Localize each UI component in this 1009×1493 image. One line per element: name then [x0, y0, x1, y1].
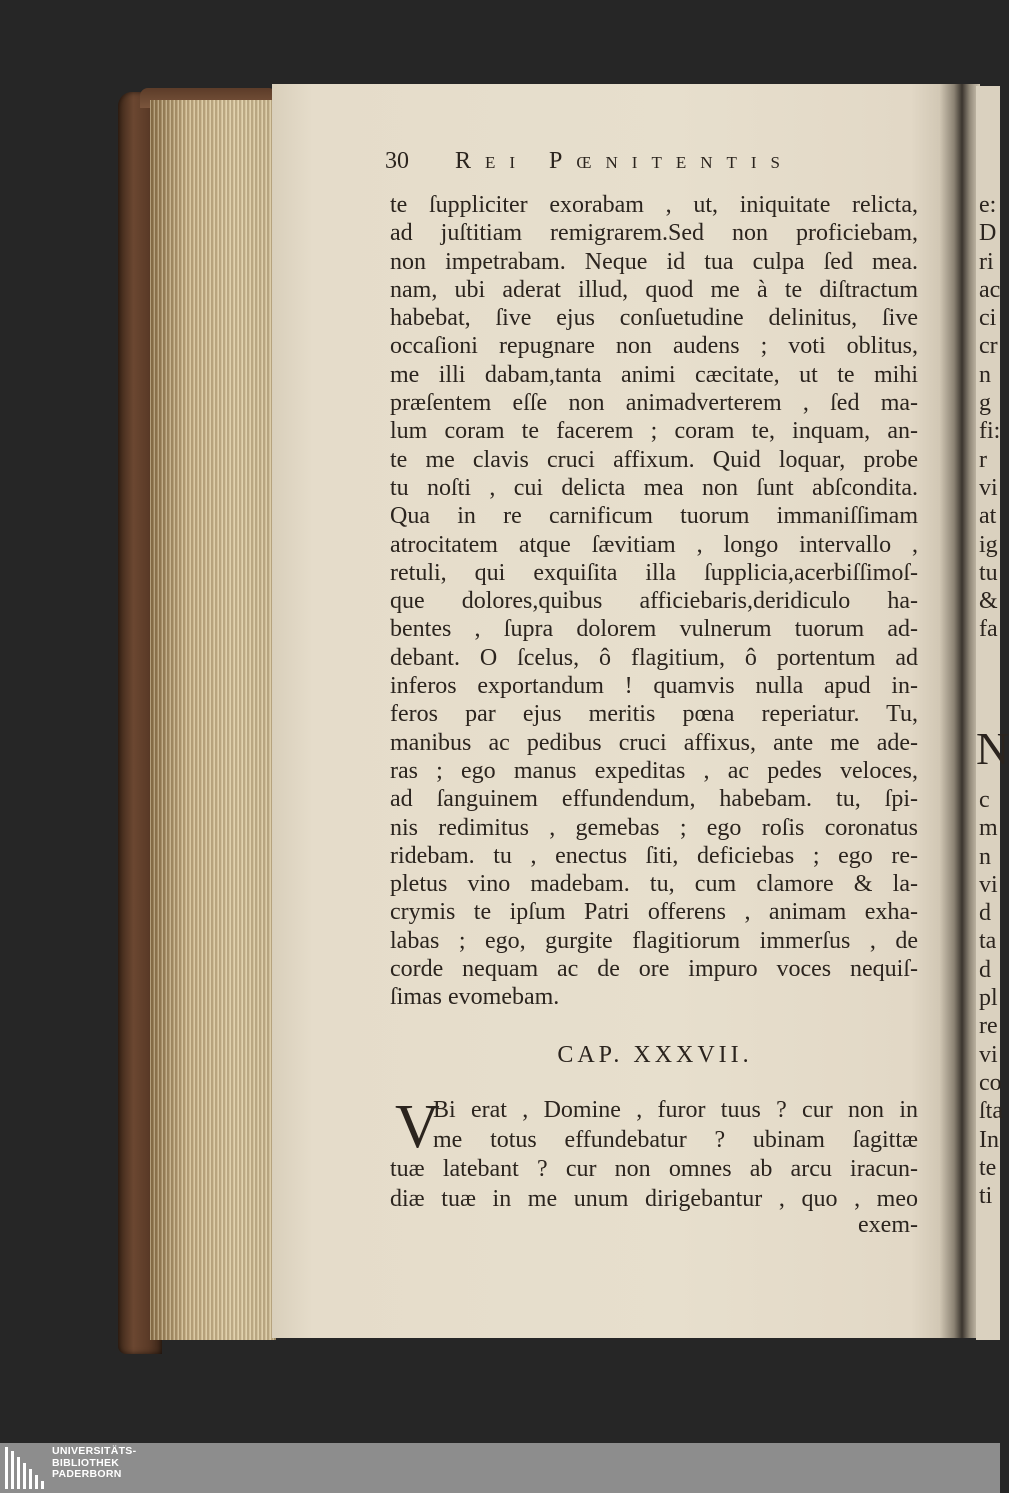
facing-fragment: te — [979, 1154, 997, 1181]
facing-fragment: ti — [979, 1183, 993, 1210]
facing-fragment: tu — [979, 559, 998, 586]
facing-fragment: n — [979, 843, 991, 870]
facing-fragment: ta — [979, 928, 997, 955]
chapter-text — [390, 1155, 918, 1214]
page-stack-edge — [150, 100, 276, 1340]
page-number: 30 — [385, 148, 409, 174]
body-line: bentes , ſupra dolorem vulnerum tuorum ad- — [390, 616, 918, 643]
facing-fragment: ſta — [979, 1098, 1003, 1125]
logo-line: BIBLIOTHEK — [52, 1456, 120, 1469]
facing-fragment: vi — [979, 1041, 998, 1068]
facing-fragment: In — [979, 1126, 999, 1153]
facing-fragment: pl — [979, 985, 998, 1012]
facing-fragment: m — [979, 815, 998, 842]
catchword: exem- — [858, 1212, 918, 1238]
facing-fragment: D — [979, 220, 997, 247]
body-line: ad ſanguinem effundendum, habebam. tu, ſpi- — [390, 786, 918, 813]
body-line: feros par ejus meritis pœna reperiatur. Tu, — [390, 701, 918, 728]
body-line: ras ; ego manus expeditas , ac pedes veloces, — [390, 757, 918, 784]
chapter-text-indented — [433, 1096, 918, 1155]
chapter-heading: CAP. XXXVII. — [557, 1042, 753, 1068]
body-line: me illi dabam,tanta animi cæcitate, ut te mihi — [390, 361, 918, 388]
facing-fragment: ig — [979, 531, 998, 558]
body-line: lum coram te facerem ; coram te, inquam, an- — [390, 418, 918, 445]
facing-fragment: cr — [979, 333, 998, 360]
body-line: nam, ubi aderat illud, quod me à te diſtractum — [390, 276, 918, 303]
body-line: pletus vino madebam. tu, cum clamore & la- — [390, 871, 918, 898]
facing-fragment: vi — [979, 871, 998, 898]
facing-fragment: vi — [979, 474, 998, 501]
chapter-line: Bi erat , Domine , furor tuus ? cur non in — [433, 1097, 918, 1123]
running-title: Rei Pœnitentis — [455, 148, 794, 174]
body-line: ſimas evomebam. — [390, 984, 560, 1011]
body-line: tu noſti , cui delicta mea non ſunt abſcondita. — [390, 474, 918, 501]
chapter-line: diæ tuæ in me unum dirigebantur , quo , meo — [390, 1185, 918, 1212]
facing-fragment: e: — [979, 192, 997, 218]
drop-cap: V — [395, 1093, 440, 1161]
body-line: debant. O ſcelus, ô flagitium, ô portentum ad — [390, 644, 918, 671]
facing-fragment: & — [979, 588, 998, 615]
body-line: non impetrabam. Neque id tua culpa ſed mea. — [390, 248, 918, 275]
body-line: te ſuppliciter exorabam , ut, iniquitate relicta, — [390, 192, 918, 218]
facing-fragment: ci — [979, 305, 997, 332]
body-line: ad juſtitiam remigrarem.Sed non proficiebam, — [390, 220, 918, 247]
library-logo-text — [52, 1446, 136, 1481]
facing-fragment: ac — [979, 276, 1001, 303]
body-line: labas ; ego, gurgite flagitiorum immerſus , de — [390, 927, 918, 954]
book-gutter — [940, 84, 980, 1338]
chapter-line: tuæ latebant ? cur non omnes ab arcu iracun- — [390, 1156, 918, 1182]
facing-fragment: d — [979, 956, 991, 983]
facing-fragment: co — [979, 1069, 1002, 1096]
body-line: Qua in re carnificum tuorum immaniſſimam — [390, 503, 918, 530]
facing-fragment: g — [979, 390, 991, 417]
body-line: nis redimitus , gemebas ; ego roſis coronatus — [390, 814, 918, 841]
facing-fragment: re — [979, 1013, 998, 1040]
facing-fragment: at — [979, 503, 997, 530]
logo-line: UNIVERSITÄTS- — [52, 1445, 137, 1457]
body-line: inferos exportandum ! quamvis nulla apud in- — [390, 673, 918, 700]
chapter-line: me totus effundebatur ? ubinam ſagittæ — [433, 1126, 918, 1153]
body-line: habebat, ſive ejus conſuetudine delinitus, ſive — [390, 305, 918, 332]
facing-fragment: d — [979, 900, 991, 927]
body-line: præſentem eſſe non animadverterem , ſed ma- — [390, 390, 918, 417]
facing-fragment: n — [979, 361, 991, 388]
body-line: ridebam. tu , enectus ſiti, deficiebas ; ego re- — [390, 842, 918, 869]
body-text — [390, 191, 918, 1012]
body-line: atrocitatem atque ſævitiam , longo intervallo , — [390, 531, 918, 558]
body-line: manibus ac pedibus cruci affixus, ante me ade- — [390, 729, 918, 756]
logo-line: PADERBORN — [52, 1468, 122, 1480]
facing-fragment: fi: — [979, 418, 1001, 445]
facing-page-initial: N — [976, 723, 1009, 774]
body-line: corde nequam ac de ore impuro voces nequiſ- — [390, 956, 918, 983]
facing-page-fragments-upper — [979, 191, 1000, 644]
body-line: retuli, qui exquiſita illa ſupplicia,acerbiſſimoſ- — [390, 559, 918, 586]
facing-fragment: fa — [979, 616, 998, 643]
facing-fragment: c — [979, 787, 990, 813]
footer-bar — [0, 1443, 1000, 1493]
body-line: te me clavis cruci affixum. Quid loquar, probe — [390, 446, 918, 473]
facing-fragment: r — [979, 446, 987, 473]
body-line: crymis te ipſum Patri offerens , animam exha- — [390, 899, 918, 926]
library-logo-icon — [4, 1447, 46, 1489]
body-line: que dolores,quibus afficiebaris,deridiculo ha- — [390, 588, 918, 615]
body-line: occaſioni repugnare non audens ; voti oblitus, — [390, 333, 918, 360]
facing-page-fragments-lower — [979, 786, 1003, 1210]
facing-fragment: ri — [979, 248, 994, 275]
